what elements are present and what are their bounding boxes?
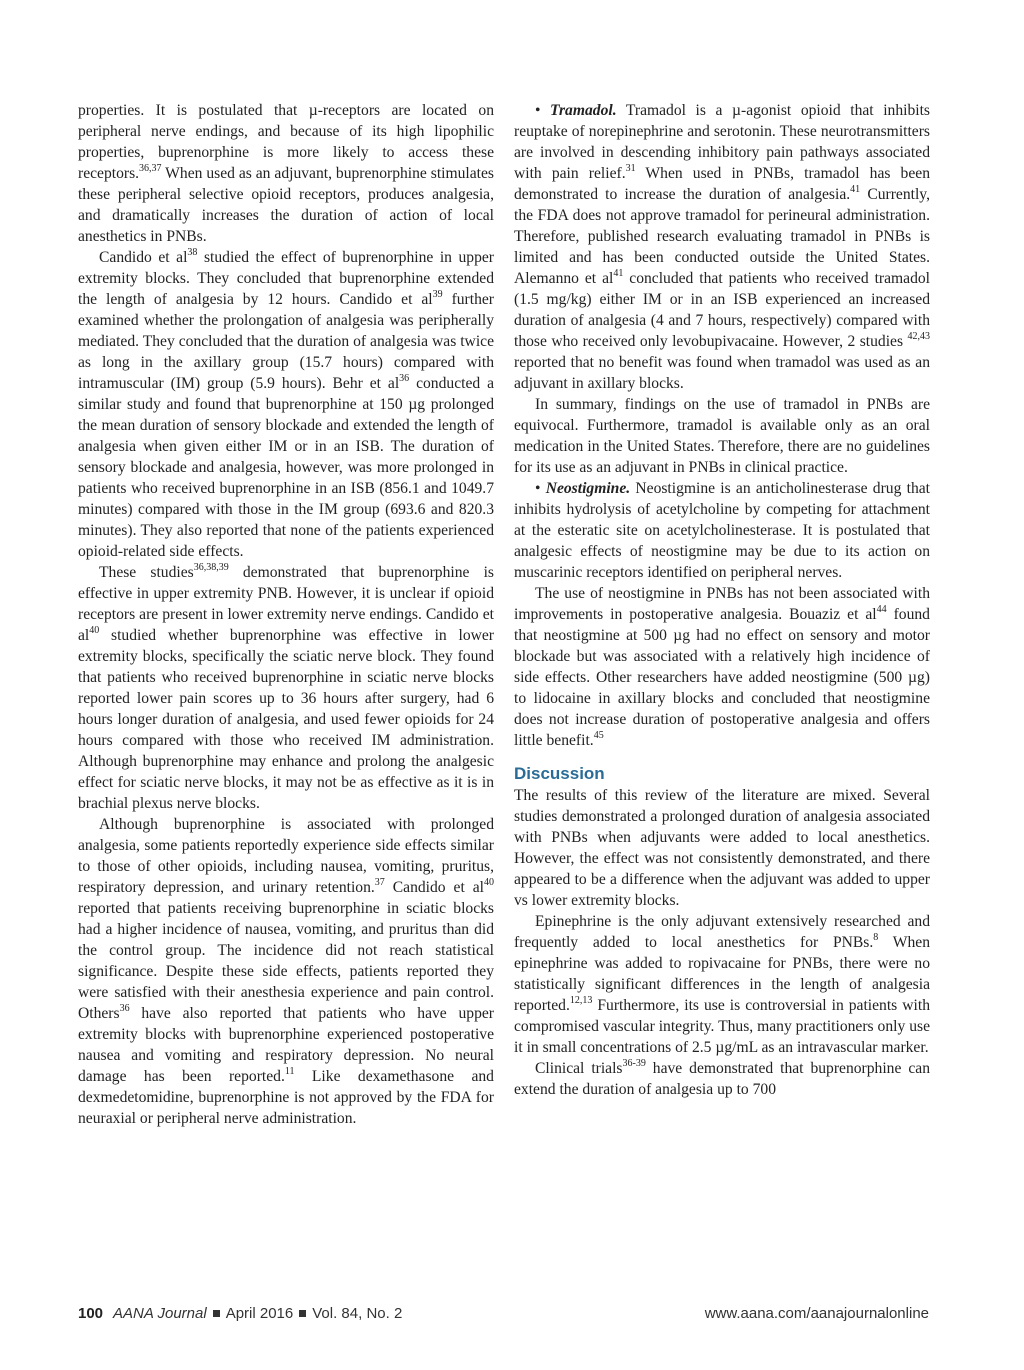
right-column [514,100,930,1100]
square-bullet-icon [299,1310,306,1317]
page-number: 100 [78,1305,104,1322]
paragraph: The results of this review of the literature are mixed. Several studies demonstrated a prolonged duration of analgesia associated with PNBs when adjuvants were added to local anesthetics. However, the effect was not consistently demonstrated, and there appeared to be a difference when the adjuvant was added to upper vs lower extremity blocks. [514,787,930,909]
page-footer [78,1305,929,1327]
paragraph: Although buprenorphine is associated with prolonged analgesia, some patients reportedly experience side effects similar to those of other opioids, including nausea, vomiting, pruritus, respiratory depression, and urinary retention.$^{37}$ Candido et $al^{40}$ reported that patients receiving buprenorphine in sciatic blocks had a higher incidence of nausea, vomiting, and pruritus than did the control group. The incidence did not reach statistical significance. Despite these side effects, patients reported they were satisfied with their anesthesia experience and pain control. Others$^{36}$ have also reported that patients who have upper extremity blocks with buprenorphine experienced postoperative nausea and vomiting and respiratory depression. No neural damage has been reported.$^{11}$ Like dexamethasone and dexmedetomidine, buprenorphine is not approved by the FDA for neuraxial or peripheral nerve administration. [78,816,494,1127]
left-column [78,100,494,1129]
paragraph: Candido et $al^{38}$ studied the effect of buprenorphine in upper extremity blocks. They concluded that buprenorphine extended the length of analgesia by 12 hours. Candido et $al^{39}$ further examined whether the prolongation of analgesia was peripherally mediated. They concluded that the duration of analgesia was twice as long in the axillary group (15.7 hours) compared with intramuscular (IM) group (5.9 hours). Behr et $al^{36}$ conducted a similar study and found that buprenorphine at 150 µg prolonged the mean duration of sensory blockade and extended the length of analgesia when given either IM or in an ISB. The duration of sensory blockade and analgesia, however, was more prolonged in patients who received buprenorphine in an ISB (856.1 and 1049.7 minutes) compared with those in the IM group (693.6 and 820.3 minutes). They also reported that none of the patients experienced opioid-related side effects. [78,246,494,560]
paragraph: The use of neostigmine in PNBs has not been associated with improvements in postoperative analgesia. Bouaziz et $al^{44}$ found that neostigmine at 500 µg had no effect on sensory and motor blockade but was associated with a relatively high incidence of side effects. Other researchers have added neostigmine (500 µg) to lidocaine in axillary blocks and concluded that neostigmine does not increase duration of postoperative analgesia and offers little benefit.$^{45}$ [514,585,930,749]
subheading-neostigmine: Neostigmine. [545,480,631,497]
paragraph: Epinephrine is the only adjuvant extensively researched and frequently added to local anesthetics for PNBs.$^8$ When epinephrine was added to ropivacaine for PNBs, there were no statistically significant differences in the length of analgesia reported.$^{12,13}$ Furthermore, its use is controversial in patients with compromised vascular integrity. Thus, many practitioners only use it in small concentrations of 2.5 µg/mL as an intravascular marker. [514,913,930,1056]
paragraph: • Tramadol. Tramadol is a µ-agonist opioid that inhibits reuptake of norepinephrine and serotonin. These neurotransmitters are involved in descending inhibitory pain pathways associated with pain relief.$^{31}$ When used in PNBs, tramadol has been demonstrated to increase the duration of analgesia.$^{41}$ Currently, the FDA does not approve tramadol for perineural administration. Therefore, published research evaluating tramadol in PNBs is limited and has been conducted outside the United States. Alemanno et $al^{41}$ concluded that patients who received tramadol (1.5 mg/kg) either IM or in an ISB experienced an increased duration of analgesia (4 and 7 hours, respectively) compared with those who received only levobupivacaine. However, 2 studies $^{42,43}$ reported that no benefit was found when tramadol was used as an adjuvant in axillary blocks. [514,102,930,392]
paragraph: properties. It is postulated that µ-receptors are located on peripheral nerve endings, and because of its high lipophilic properties, buprenorphine is more likely to access these receptors.$^{36,37}$ When used as an adjuvant, buprenorphine stimulates these peripheral selective opioid receptors, produces analgesia, and dramatically increases the duration of action of local anesthetics in PNBs. [78,102,494,245]
paragraph: In summary, findings on the use of tramadol in PNBs are equivocal. Furthermore, tramadol is available only as an oral medication in the United States. Therefore, there are no guidelines for its use as an adjuvant in PNBs in clinical practice. [514,396,930,476]
section-heading-discussion: Discussion [514,764,605,783]
square-bullet-icon [213,1310,220,1317]
paragraph: • Neostigmine. Neostigmine is an anticholinesterase drug that inhibits hydrolysis of acetylcholine by competing for attachment at the esteratic site on acetylcholinesterase. It is postulated that analgesic effects of neostigmine may be due to its action on muscarinic receptors identified on peripheral nerves. [514,480,930,581]
issue-date: April 2016 [225,1305,294,1322]
journal-name: AANA Journal [113,1305,207,1322]
journal-url-link[interactable]: www.aana.com/aanajournalonline [704,1305,929,1322]
paragraph: Clinical trials$^{36-39}$ have demonstrated that buprenorphine can extend the duration of analgesia up to 700 [514,1057,930,1098]
subheading-tramadol: Tramadol. [550,102,617,119]
paragraph: These studies$^{36,38,39}$ demonstrated that buprenorphine is effective in upper extremity PNB. However, it is unclear if opioid receptors are present in lower extremity nerve endings. Candido et $al^{40}$ studied whether buprenorphine was effective in lower extremity blocks, specifically the sciatic nerve block. They found that patients who received buprenorphine in sciatic nerve blocks reported lower pain scores up to 36 hours after surgery, had 6 hours longer duration of analgesia, and used fewer opioids for 24 hours compared with those who received IM administration. Although buprenorphine may enhance and prolong the analgesic effect for sciatic nerve blocks, it may not be as effective as it is in brachial plexus nerve blocks. [78,561,494,812]
volume-info: Vol. 84, No. 2 [312,1305,403,1322]
